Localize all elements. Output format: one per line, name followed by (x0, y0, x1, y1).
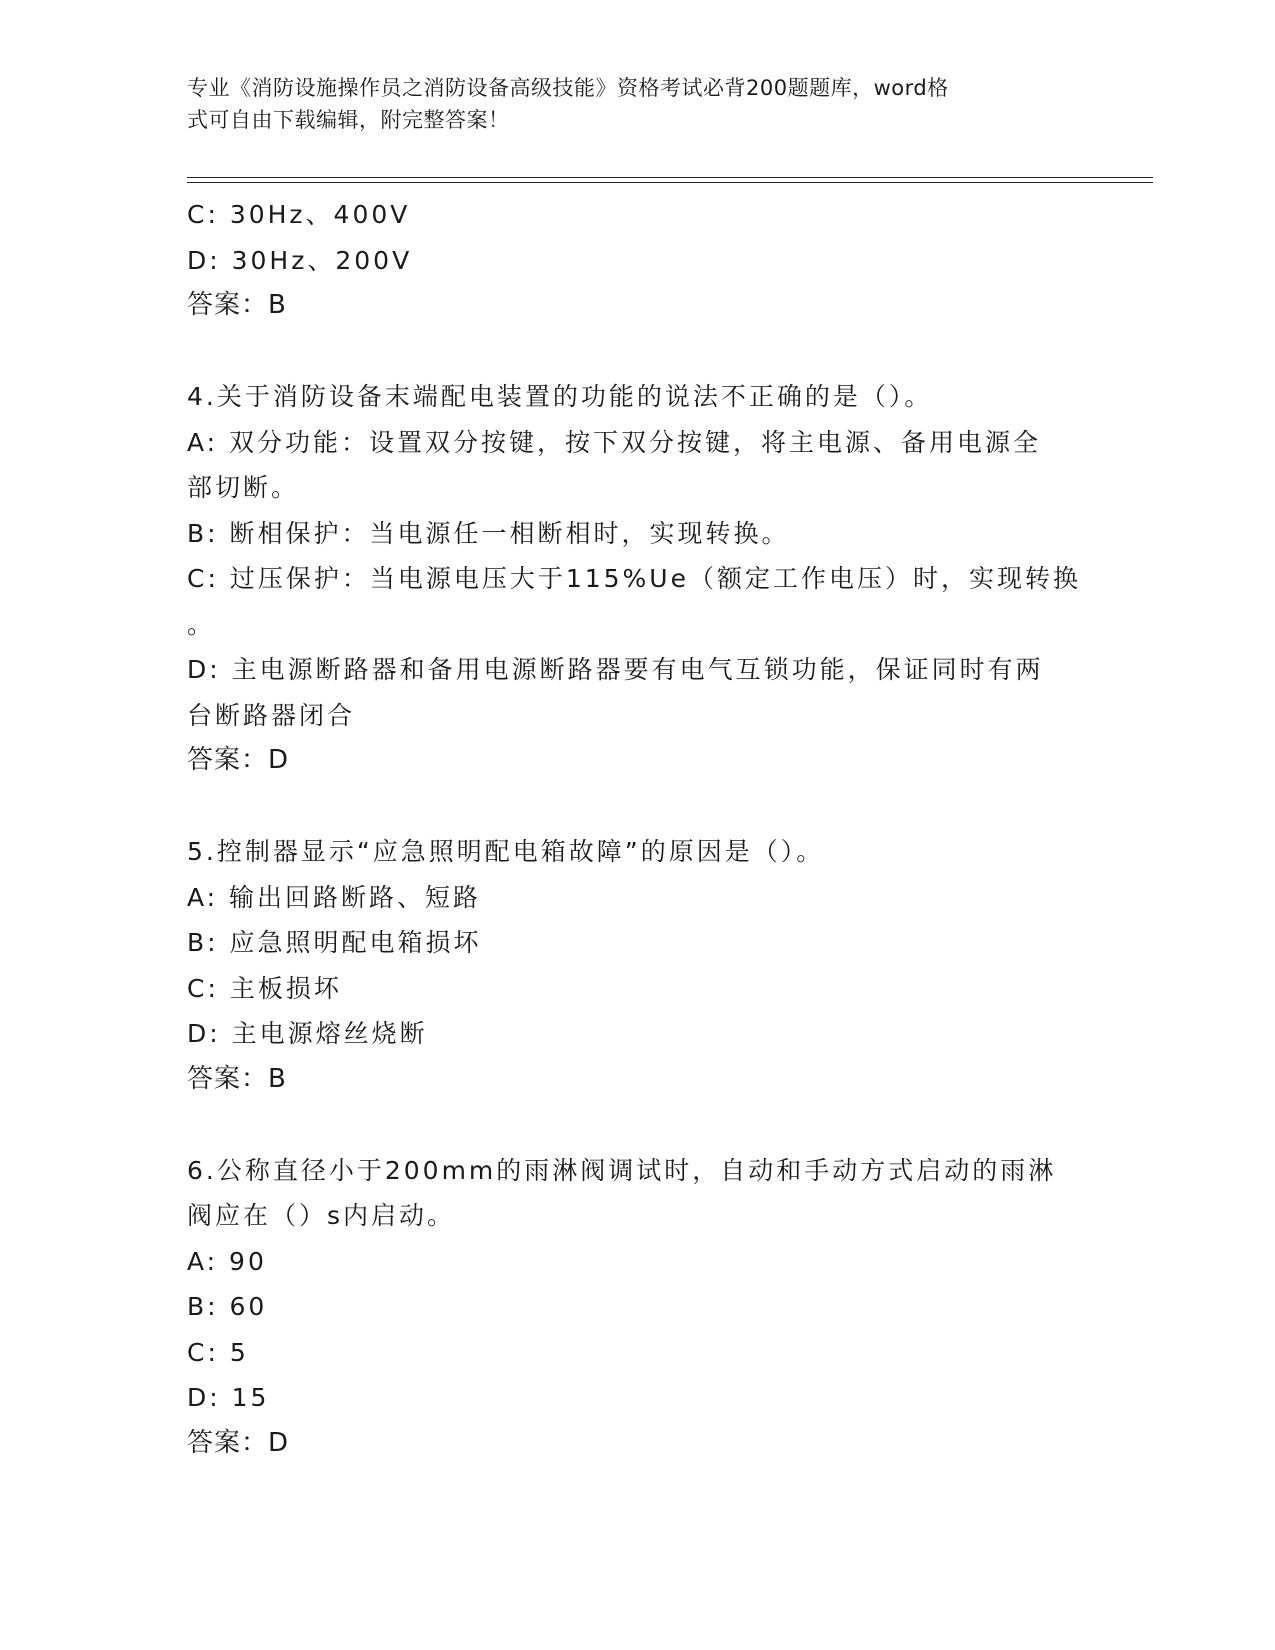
spacer (187, 329, 1087, 375)
option-b: B: 60 (187, 1292, 268, 1321)
option-d: D: 30Hz、200V (187, 245, 413, 275)
question-4 (187, 374, 1087, 784)
option-d: D: 主电源断路器和备用电源断路器要有电气互锁功能，保证同时有两 (187, 655, 1044, 684)
question-stem-continued: 阀应在（）s内启动。 (187, 1201, 456, 1230)
option-c: C: 主板损坏 (187, 973, 342, 1003)
question-stem: 6.公称直径小于200mm的雨淋阀调试时，自动和手动方式启动的雨淋 (187, 1155, 1057, 1185)
option-a-continued: 部切断。 (187, 473, 300, 502)
answer: 答案：D (187, 1427, 290, 1458)
question-stem: 5.控制器显示“应急照明配电箱故障”的原因是（）。 (187, 837, 825, 866)
option-c: C: 过压保护：当电源电压大于115%Ue（额定工作电压）时，实现转换 (187, 564, 1081, 593)
header-line-1: 专业《消防设施操作员之消防设备高级技能》资格考试必背200题题库，word格 (187, 76, 949, 100)
option-a: A: 输出回路断路、短路 (187, 882, 482, 912)
question-6 (187, 1148, 1087, 1467)
answer: 答案：B (187, 1063, 287, 1094)
page-header (187, 72, 1067, 136)
option-d: D: 主电源熔丝烧断 (187, 1019, 428, 1048)
question-3-tail (187, 192, 1087, 329)
question-list (187, 192, 1087, 1466)
header-divider-bottom (187, 182, 1153, 183)
option-b: B: 应急照明配电箱损坏 (187, 928, 482, 957)
option-a: A: 双分功能：设置双分按键，按下双分按键，将主电源、备用电源全 (187, 427, 1042, 457)
answer: 答案：D (187, 745, 290, 775)
answer: 答案：B (187, 290, 287, 320)
spacer (187, 1102, 1087, 1148)
question-5 (187, 829, 1087, 1102)
spacer (187, 784, 1087, 830)
option-d-continued: 台断路器闭合 (187, 700, 356, 730)
option-c: C: 30Hz、400V (187, 200, 411, 229)
option-a: A: 90 (187, 1246, 267, 1276)
option-b: B: 断相保护：当电源任一相断相时，实现转换。 (187, 518, 790, 548)
header-line-2: 式可自由下载编辑，附完整答案！ (187, 108, 510, 132)
option-c-continued: 。 (187, 609, 216, 639)
option-d: D: 15 (187, 1383, 270, 1412)
header-divider-top (187, 177, 1153, 178)
question-stem: 4.关于消防设备末端配电装置的功能的说法不正确的是（）。 (187, 382, 933, 411)
option-c: C: 5 (187, 1337, 249, 1367)
